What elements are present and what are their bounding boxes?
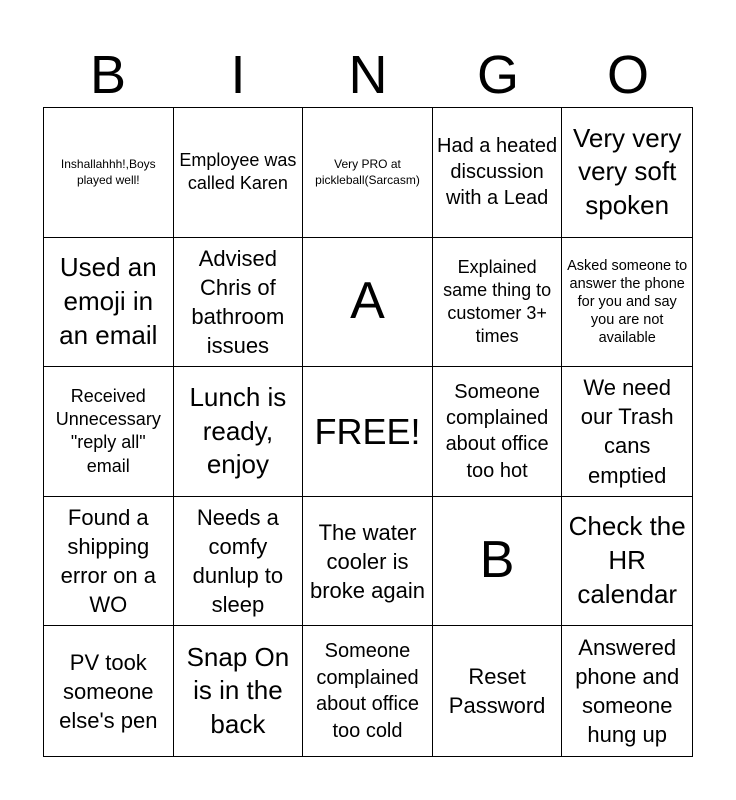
bingo-cell[interactable]: B — [433, 497, 563, 627]
bingo-cell[interactable]: Advised Chris of bathroom issues — [174, 238, 304, 368]
bingo-cell[interactable]: Check the HR calendar — [562, 497, 692, 627]
bingo-cell[interactable]: Employee was called Karen — [174, 108, 304, 238]
bingo-cell[interactable]: Someone complained about office too cold — [303, 626, 433, 756]
bingo-cell[interactable]: Used an emoji in an email — [44, 238, 174, 368]
bingo-cell[interactable]: Inshallahhh!,Boys played well! — [44, 108, 174, 238]
bingo-cell[interactable]: A — [303, 238, 433, 368]
bingo-card — [43, 107, 693, 757]
bingo-cell[interactable]: Very PRO at pickleball(Sarcasm) — [303, 108, 433, 238]
bingo-cell[interactable]: Found a shipping error on a WO — [44, 497, 174, 627]
bingo-cell[interactable]: PV took someone else's pen — [44, 626, 174, 756]
bingo-cell[interactable]: The water cooler is broke again — [303, 497, 433, 627]
bingo-cell[interactable]: We need our Trash cans emptied — [562, 367, 692, 497]
bingo-cell[interactable]: Received Unnecessary "reply all" email — [44, 367, 174, 497]
bingo-cell[interactable]: Needs a comfy dunlup to sleep — [174, 497, 304, 627]
free-space[interactable]: FREE! — [303, 367, 433, 497]
header-letter-o: O — [606, 45, 649, 105]
header-letter-g: G — [476, 45, 519, 105]
bingo-cell[interactable]: Lunch is ready, enjoy — [174, 367, 304, 497]
header-letter-i: I — [230, 45, 246, 105]
bingo-cell[interactable]: Had a heated discussion with a Lead — [433, 108, 563, 238]
bingo-cell[interactable]: Asked someone to answer the phone for you and say you are not available — [562, 238, 692, 368]
bingo-cell[interactable]: Someone complained about office too hot — [433, 367, 563, 497]
bingo-header — [43, 42, 693, 108]
bingo-cell[interactable]: Explained same thing to customer 3+ times — [433, 238, 563, 368]
bingo-cell[interactable]: Answered phone and someone hung up — [575, 635, 680, 748]
bingo-cell[interactable]: Snap On is in the back — [174, 626, 304, 756]
header-letter-b: B — [89, 45, 127, 105]
bingo-cell[interactable]: Very very very soft spoken — [562, 108, 692, 238]
bingo-cell[interactable]: Reset Password — [433, 626, 563, 756]
header-letter-n: N — [348, 45, 388, 105]
